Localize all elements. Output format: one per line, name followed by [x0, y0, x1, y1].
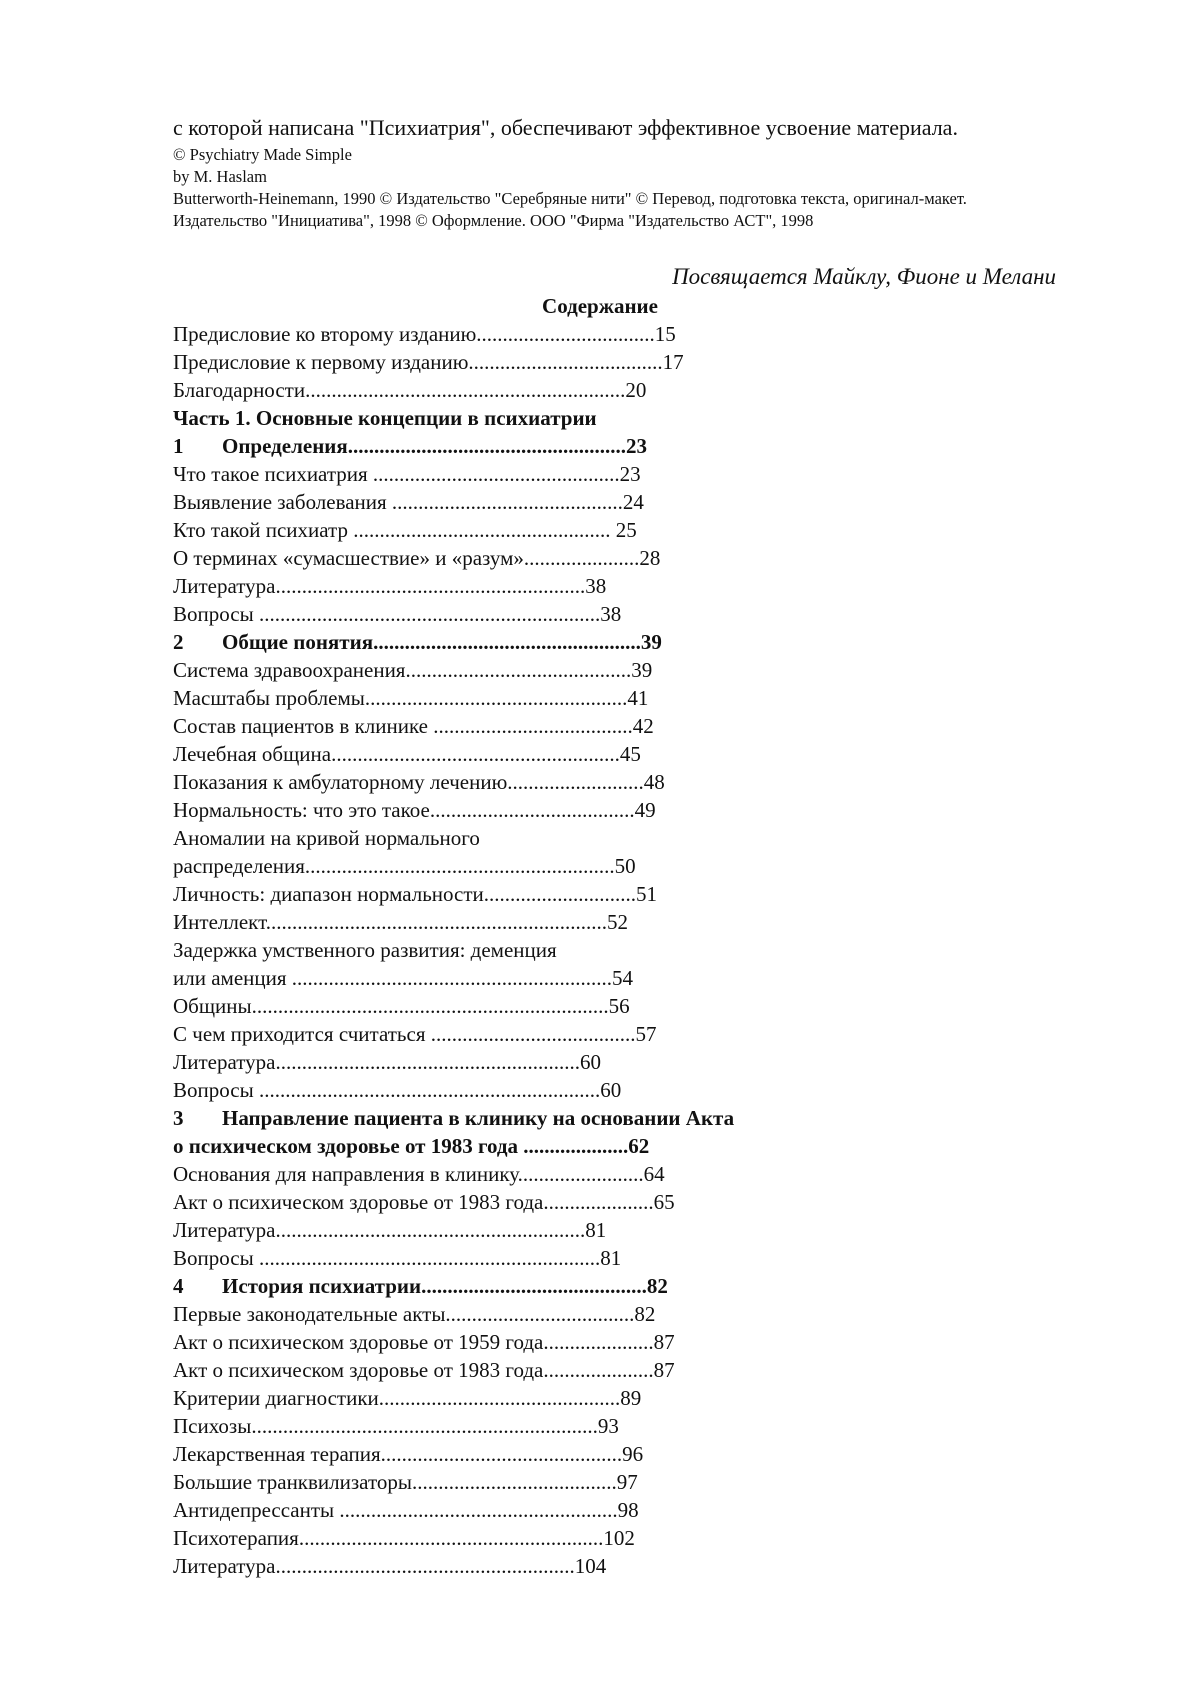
toc-entry-text: Кто такой психиатр ................................................. 25	[173, 518, 637, 542]
toc-entry	[173, 404, 1073, 432]
toc-entry	[173, 488, 1073, 516]
toc-entry-text: Литература..........................................................60	[173, 1050, 601, 1074]
toc-entry-text: Основания для направления в клинику........................64	[173, 1162, 665, 1186]
toc-entry-text: Предисловие ко второму изданию..................................15	[173, 322, 676, 346]
dedication: Посвящается Майклу, Фионе и Мелани	[672, 264, 1056, 289]
toc-entry-text: или аменция .............................................................54	[173, 966, 634, 990]
toc-entry-text: Состав пациентов в клинике ......................................42	[173, 714, 654, 738]
toc-entry	[173, 740, 1073, 768]
toc-entry	[173, 1048, 1073, 1076]
toc-entry	[173, 796, 1073, 824]
toc-entry-text: История психиатрии...........................................82	[222, 1274, 668, 1298]
toc-entry-text: Литература...........................................................38	[173, 574, 607, 598]
toc-entry-text: Выявление заболевания ............................................24	[173, 490, 644, 514]
toc-entry	[173, 1552, 1073, 1580]
toc-entry	[173, 992, 1073, 1020]
toc-entry-text: Личность: диапазон нормальности.............................51	[173, 882, 658, 906]
toc-entry-text: Общины....................................................................56	[173, 994, 630, 1018]
toc-entry-text: распределения...........................................................50	[173, 854, 636, 878]
toc-entry	[173, 1356, 1073, 1384]
toc-entry	[173, 1132, 1073, 1160]
copyright-line: by M. Haslam	[173, 167, 267, 186]
intro-text: с которой написана "Психиатрия", обеспечивают эффективное усвоение материала.	[173, 115, 958, 140]
toc-entry-text: Акт о психическом здоровье от 1983 года.....................87	[173, 1358, 675, 1382]
toc-entry	[173, 320, 1073, 348]
toc-entry-text: Акт о психическом здоровье от 1959 года.....................87	[173, 1330, 675, 1354]
toc-entry-text: Лечебная община.......................................................45	[173, 742, 641, 766]
toc-entry	[173, 460, 1073, 488]
toc-entry-text: Система здравоохранения...........................................39	[173, 658, 653, 682]
copyright-line: © Psychiatry Made Simple	[173, 145, 352, 164]
copyright-block	[173, 144, 967, 232]
toc-entry	[173, 1272, 1073, 1300]
toc-entry-text: Определения.....................................................23	[222, 434, 648, 458]
toc-entry	[173, 824, 1073, 852]
chapter-number: 2	[173, 630, 184, 654]
toc-entry	[173, 600, 1073, 628]
chapter-number: 4	[173, 1274, 184, 1298]
toc-entry	[173, 1244, 1073, 1272]
toc-entry-text: Вопросы .................................................................81	[173, 1246, 622, 1270]
copyright-line: Butterworth-Heinemann, 1990 © Издательство "Серебряные нити" © Перевод, подготовка текста, оригинал-макет.	[173, 189, 967, 208]
toc-entry-text: Масштабы проблемы..................................................41	[173, 686, 649, 710]
table-of-contents	[173, 320, 1073, 1580]
toc-entry	[173, 376, 1073, 404]
toc-entry-text: С чем приходится считаться .......................................57	[173, 1022, 657, 1046]
toc-entry	[173, 1216, 1073, 1244]
toc-entry-text: Нормальность: что это такое.......................................49	[173, 798, 656, 822]
toc-entry-text: Часть 1. Основные концепции в психиатрии	[173, 406, 597, 430]
toc-entry-text: Интеллект.................................................................52	[173, 910, 628, 934]
toc-entry	[173, 516, 1073, 544]
toc-entry	[173, 1384, 1073, 1412]
toc-entry-text: Лекарственная терапия..............................................96	[173, 1442, 644, 1466]
toc-entry	[173, 1188, 1073, 1216]
toc-entry	[173, 768, 1073, 796]
toc-entry	[173, 1160, 1073, 1188]
toc-entry-text: Что такое психиатрия ...............................................23	[173, 462, 641, 486]
toc-entry	[173, 1076, 1073, 1104]
toc-entry	[173, 684, 1073, 712]
toc-entry	[173, 1440, 1073, 1468]
toc-entry	[173, 964, 1073, 992]
toc-entry-text: О терминах «сумасшествие» и «разум»......................28	[173, 546, 661, 570]
toc-entry-text: Задержка умственного развития: деменция	[173, 938, 557, 962]
copyright-line: Издательство "Инициатива", 1998 © Оформление. ООО "Фирма "Издательство АСТ", 1998	[173, 211, 814, 230]
toc-entry-text: Направление пациента в клинику на основании Акта	[222, 1106, 735, 1130]
toc-entry	[173, 628, 1073, 656]
toc-title: Содержание	[542, 294, 658, 318]
toc-entry-text: Психотерапия..........................................................102	[173, 1526, 635, 1550]
toc-entry-text: Большие транквилизаторы.......................................97	[173, 1470, 638, 1494]
toc-entry	[173, 1468, 1073, 1496]
toc-entry	[173, 348, 1073, 376]
toc-entry	[173, 1300, 1073, 1328]
toc-entry	[173, 908, 1073, 936]
toc-entry	[173, 712, 1073, 740]
toc-entry-text: о психическом здоровье от 1983 года ....................62	[173, 1134, 650, 1158]
toc-entry	[173, 544, 1073, 572]
chapter-number: 1	[173, 434, 184, 458]
toc-entry	[173, 656, 1073, 684]
toc-entry-text: Акт о психическом здоровье от 1983 года.....................65	[173, 1190, 675, 1214]
toc-entry	[173, 1524, 1073, 1552]
toc-entry	[173, 1496, 1073, 1524]
chapter-number: 3	[173, 1106, 184, 1130]
toc-entry-text: Предисловие к первому изданию.....................................17	[173, 350, 684, 374]
toc-entry	[173, 852, 1073, 880]
toc-entry	[173, 1020, 1073, 1048]
toc-entry-text: Благодарности.............................................................20	[173, 378, 647, 402]
toc-entry	[173, 1412, 1073, 1440]
toc-entry	[173, 1328, 1073, 1356]
toc-entry-text: Первые законодательные акты....................................82	[173, 1302, 656, 1326]
toc-entry	[173, 1104, 1073, 1132]
toc-entry	[173, 432, 1073, 460]
toc-entry-text: Литература...........................................................81	[173, 1218, 607, 1242]
toc-entry	[173, 880, 1073, 908]
toc-entry	[173, 572, 1073, 600]
toc-entry-text: Вопросы .................................................................60	[173, 1078, 622, 1102]
toc-entry-text: Критерии диагностики..............................................89	[173, 1386, 642, 1410]
toc-entry-text: Литература.........................................................104	[173, 1554, 607, 1578]
toc-entry-text: Общие понятия...................................................39	[222, 630, 662, 654]
toc-entry-text: Аномалии на кривой нормального	[173, 826, 480, 850]
toc-entry-text: Показания к амбулаторному лечению..........................48	[173, 770, 665, 794]
toc-entry-text: Вопросы .................................................................38	[173, 602, 622, 626]
toc-entry-text: Психозы..................................................................93	[173, 1414, 619, 1438]
toc-entry	[173, 936, 1073, 964]
toc-entry-text: Антидепрессанты .....................................................98	[173, 1498, 639, 1522]
